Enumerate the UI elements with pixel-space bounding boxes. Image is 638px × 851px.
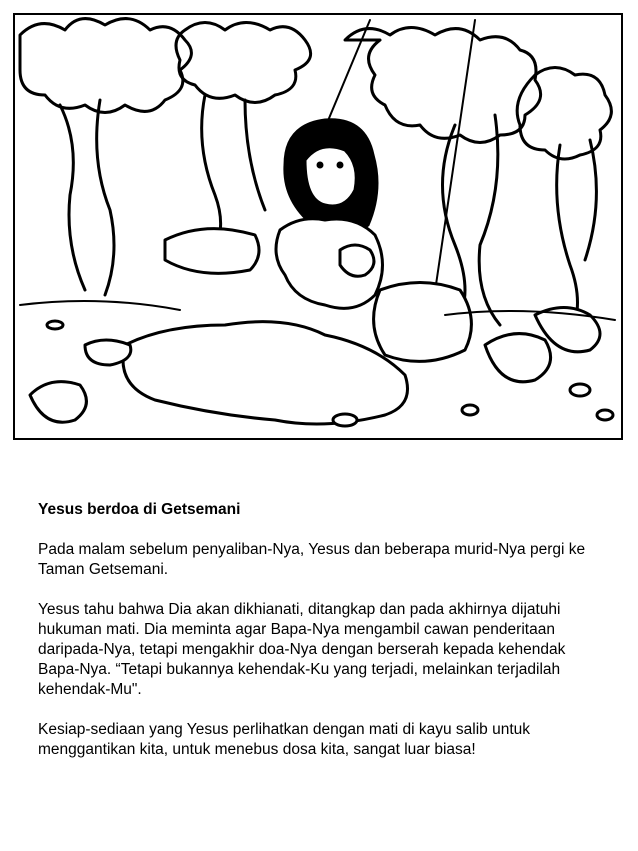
prayer-rock (374, 283, 472, 362)
foliage-top-center (176, 23, 311, 103)
rock-right (485, 334, 551, 382)
foliage-far-right (517, 68, 611, 160)
pebble (570, 384, 590, 396)
story-title: Yesus berdoa di Getsemani (38, 501, 241, 518)
pebble (462, 405, 478, 415)
background-rock (165, 229, 259, 274)
foliage-right (345, 28, 541, 143)
jesus-feet (85, 340, 131, 365)
light-ray-right (433, 20, 475, 305)
jesus-eye-left (318, 163, 322, 167)
rock-left (30, 382, 86, 423)
story-paragraph-3: Kesiap-sediaan yang Yesus perlihatkan dengan mati di kayu salib untuk menggantikan kita, untuk menebus dosa kita, sangat luar biasa! (38, 721, 531, 758)
garden-prayer-drawing (15, 15, 621, 438)
jesus-hands (340, 245, 374, 276)
story-text (38, 500, 608, 780)
jesus-face (305, 147, 356, 206)
tree-trunk-left (60, 100, 114, 295)
foliage-left (20, 19, 191, 113)
pebble (333, 414, 357, 426)
jesus-robe-lower (123, 322, 408, 424)
coloring-illustration (13, 13, 623, 440)
jesus-eye-right (338, 163, 342, 167)
story-paragraph-1: Pada malam sebelum penyaliban-Nya, Yesus dan beberapa murid-Nya pergi ke Taman Getsemani. (38, 541, 586, 578)
story-paragraph-2: Yesus tahu bahwa Dia akan dikhianati, ditangkap dan pada akhirnya dijatuhi hukuman mati. Dia meminta agar Bapa-Nya mengambil cawan penderitaan daripada-Nya, tetapi mengakhir doa-Nya dengan berserah kepada kehendak Bapa-Nya. “Tetapi bukannya kehendak-Ku yang terjadi, melainkan terjadilah kehendak-Mu". (38, 601, 566, 698)
pebble (47, 321, 63, 329)
tree-trunk-far-right (557, 140, 597, 335)
pebble (597, 410, 613, 420)
